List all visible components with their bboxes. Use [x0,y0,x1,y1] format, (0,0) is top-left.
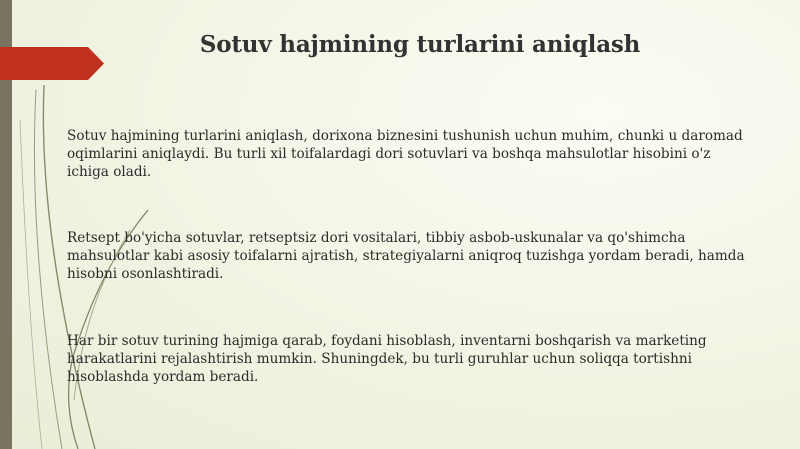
paragraph-3: Har bir sotuv turining hajmiga qarab, foydani hisoblash, inventarni boshqarish va marketing harakatlarini rejalashtirish mumkin. Shuningdek, bu turli guruhlar uchun soliqqa tortishni hisoblashda yordam beradi. [67,333,707,385]
paragraph-1: Sotuv hajmining turlarini aniqlash, dorixona biznesini tushunish uchun muhim, chunki u daromad oqimlarini aniqlaydi. Bu turli xil toifalardagi dori sotuvlari va boshqa mahsulotlar hisobini o'z ichiga oladi. [67,128,743,180]
accent-arrow-shape [0,47,104,80]
decorative-curve [34,90,62,449]
decorative-curve [20,120,42,449]
slide-title: Sotuv hajmining turlarini aniqlash [199,31,641,58]
paragraph-2: Retsept bo'yicha sotuvlar, retseptsiz dori vositalari, tibbiy asbob-uskunalar va qo'shimcha mahsulotlar kabi asosiy toifalarni ajratish, strategiyalarni aniqroq tuzishga yordam beradi, hamda hisobni osonlashtiradi. [67,230,745,282]
